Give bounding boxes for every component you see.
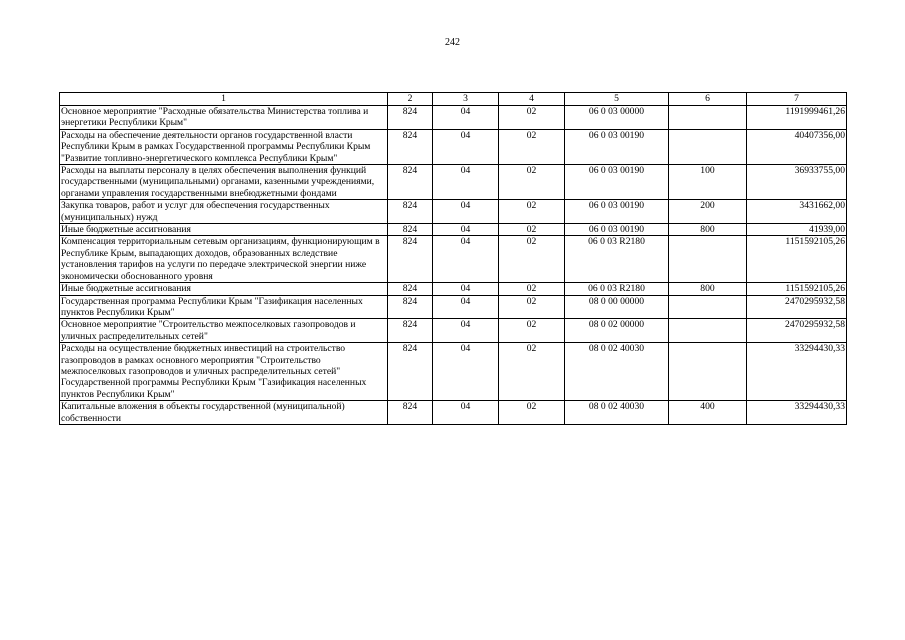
col-header-3: 3 xyxy=(433,93,499,106)
row-subsection: 02 xyxy=(499,165,565,200)
row-target-article: 06 0 03 00000 xyxy=(565,106,669,130)
row-expense-type xyxy=(669,319,747,343)
row-section: 04 xyxy=(433,401,499,425)
table-row xyxy=(60,165,847,200)
table-row xyxy=(60,236,847,283)
col-header-1: 1 xyxy=(60,93,388,106)
table-header-row xyxy=(60,93,847,106)
row-section: 04 xyxy=(433,295,499,319)
row-subsection: 02 xyxy=(499,319,565,343)
table-row xyxy=(60,295,847,319)
row-amount: 2470295932,58 xyxy=(747,319,847,343)
row-target-article: 08 0 02 40030 xyxy=(565,343,669,401)
row-amount: 33294430,33 xyxy=(747,401,847,425)
row-amount: 33294430,33 xyxy=(747,343,847,401)
row-ministry-code: 824 xyxy=(388,343,433,401)
row-target-article: 08 0 02 00000 xyxy=(565,319,669,343)
row-ministry-code: 824 xyxy=(388,283,433,295)
row-subsection: 02 xyxy=(499,129,565,164)
row-target-article: 06 0 03 00190 xyxy=(565,129,669,164)
row-subsection: 02 xyxy=(499,295,565,319)
row-name: Основное мероприятие "Расходные обязательства Министерства топлива и энергетики Республики Крым" xyxy=(60,106,388,130)
table-row xyxy=(60,106,847,130)
table-row xyxy=(60,224,847,236)
row-subsection: 02 xyxy=(499,236,565,283)
row-name: Государственная программа Республики Крым "Газификация населенных пунктов Республики Крым" xyxy=(60,295,388,319)
row-target-article: 06 0 03 R2180 xyxy=(565,236,669,283)
row-expense-type: 400 xyxy=(669,401,747,425)
table-row xyxy=(60,200,847,224)
row-amount: 1191999461,26 xyxy=(747,106,847,130)
row-target-article: 06 0 03 00190 xyxy=(565,165,669,200)
row-ministry-code: 824 xyxy=(388,224,433,236)
row-name: Закупка товаров, работ и услуг для обеспечения государственных (муниципальных) нужд xyxy=(60,200,388,224)
row-amount: 1151592105,26 xyxy=(747,236,847,283)
row-subsection: 02 xyxy=(499,343,565,401)
row-name: Иные бюджетные ассигнования xyxy=(60,224,388,236)
row-amount: 36933755,00 xyxy=(747,165,847,200)
table-row xyxy=(60,343,847,401)
row-name: Расходы на выплаты персоналу в целях обеспечения выполнения функций государственными (муниципальными) органами, казенными учреждениями, органами управления государственными внебюджетными фондами xyxy=(60,165,388,200)
row-expense-type xyxy=(669,106,747,130)
row-ministry-code: 824 xyxy=(388,200,433,224)
row-subsection: 02 xyxy=(499,200,565,224)
row-expense-type xyxy=(669,129,747,164)
row-target-article: 08 0 00 00000 xyxy=(565,295,669,319)
row-name: Капитальные вложения в объекты государственной (муниципальной) собственности xyxy=(60,401,388,425)
col-header-6: 6 xyxy=(669,93,747,106)
budget-table xyxy=(59,92,847,425)
table-row xyxy=(60,129,847,164)
row-ministry-code: 824 xyxy=(388,236,433,283)
row-subsection: 02 xyxy=(499,401,565,425)
col-header-7: 7 xyxy=(747,93,847,106)
row-expense-type xyxy=(669,343,747,401)
row-subsection: 02 xyxy=(499,283,565,295)
row-section: 04 xyxy=(433,236,499,283)
row-subsection: 02 xyxy=(499,106,565,130)
page-number: 242 xyxy=(445,37,460,48)
row-target-article: 06 0 03 00190 xyxy=(565,224,669,236)
row-name: Иные бюджетные ассигнования xyxy=(60,283,388,295)
row-amount: 1151592105,26 xyxy=(747,283,847,295)
col-header-5: 5 xyxy=(565,93,669,106)
col-header-4: 4 xyxy=(499,93,565,106)
row-expense-type xyxy=(669,295,747,319)
row-section: 04 xyxy=(433,200,499,224)
row-target-article: 06 0 03 00190 xyxy=(565,200,669,224)
row-ministry-code: 824 xyxy=(388,319,433,343)
row-section: 04 xyxy=(433,165,499,200)
table-row xyxy=(60,401,847,425)
row-ministry-code: 824 xyxy=(388,295,433,319)
row-ministry-code: 824 xyxy=(388,401,433,425)
row-amount: 40407356,00 xyxy=(747,129,847,164)
row-expense-type: 200 xyxy=(669,200,747,224)
row-section: 04 xyxy=(433,129,499,164)
row-section: 04 xyxy=(433,106,499,130)
row-amount: 41939,00 xyxy=(747,224,847,236)
row-section: 04 xyxy=(433,343,499,401)
row-ministry-code: 824 xyxy=(388,129,433,164)
row-subsection: 02 xyxy=(499,224,565,236)
row-section: 04 xyxy=(433,319,499,343)
row-name: Компенсация территориальным сетевым организациям, функционирующим в Республике Крым, выпадающих доходов, образованных вследствие установления тарифов на услуги по передаче электрической энергии ниже экономически обоснованного уровня xyxy=(60,236,388,283)
row-name: Расходы на обеспечение деятельности органов государственной власти Республики Крым в рамках Государственной программы Республики Крым "Развитие топливно-энергетического комплекса Республики Крым" xyxy=(60,129,388,164)
row-expense-type xyxy=(669,236,747,283)
row-name: Расходы на осуществление бюджетных инвестиций на строительство газопроводов в рамках основного мероприятия "Строительство межпоселковых газопроводов и уличных распределительных сетей" Государственной программы Республики Крым "Газификация населенных пунктов Республики Крым" xyxy=(60,343,388,401)
row-target-article: 06 0 03 R2180 xyxy=(565,283,669,295)
row-amount: 2470295932,58 xyxy=(747,295,847,319)
table-row xyxy=(60,319,847,343)
row-expense-type: 800 xyxy=(669,283,747,295)
col-header-2: 2 xyxy=(388,93,433,106)
row-ministry-code: 824 xyxy=(388,165,433,200)
row-ministry-code: 824 xyxy=(388,106,433,130)
row-name: Основное мероприятие "Строительство межпоселковых газопроводов и уличных распределительных сетей" xyxy=(60,319,388,343)
row-amount: 3431662,00 xyxy=(747,200,847,224)
row-expense-type: 800 xyxy=(669,224,747,236)
row-target-article: 08 0 02 40030 xyxy=(565,401,669,425)
row-expense-type: 100 xyxy=(669,165,747,200)
table-row xyxy=(60,283,847,295)
row-section: 04 xyxy=(433,224,499,236)
row-section: 04 xyxy=(433,283,499,295)
